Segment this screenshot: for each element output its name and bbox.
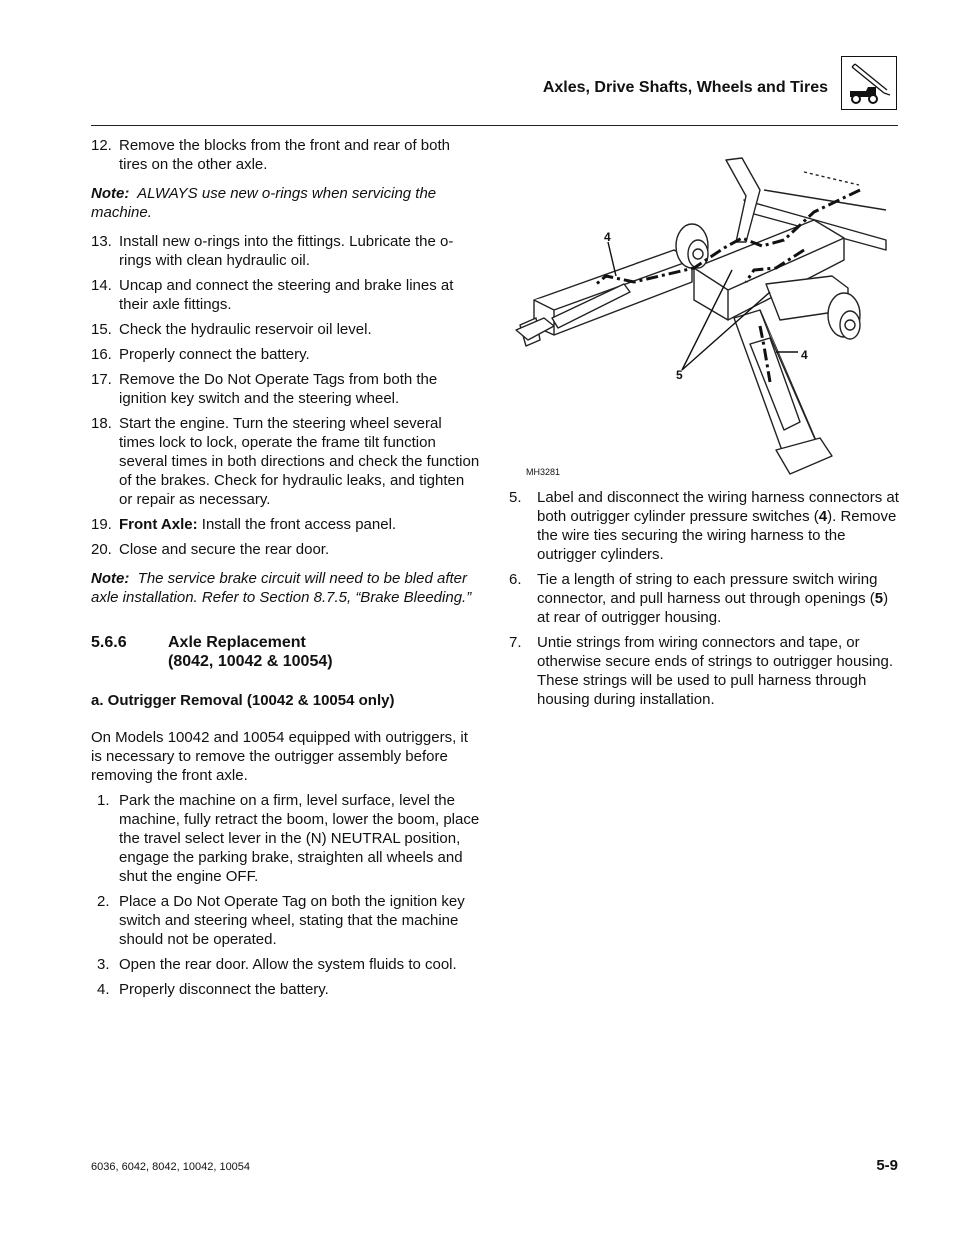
- step-19: [91, 515, 481, 534]
- step-text: Uncap and connect the steering and brake lines at their axle fittings.: [119, 277, 454, 313]
- section-heading: [91, 633, 481, 671]
- subsection-heading: a. Outrigger Removal (10042 & 10054 only): [91, 692, 395, 709]
- step-text: Remove the Do Not Operate Tags from both the ignition key switch and the steering wheel.: [119, 371, 438, 407]
- figure-id: MH3281: [526, 467, 561, 477]
- step-text: Label and disconnect the wiring harness connectors at both outrigger cylinder pressure switches (: [537, 489, 899, 525]
- illustration-drawing: [514, 150, 898, 482]
- step-text: Start the engine. Turn the steering wheel several times lock to lock, operate the frame tilt function several times in both directions and check the function of the brakes. Check for hydraulic leaks, and tighten or repair as necessary.: [119, 415, 480, 508]
- note-text: The service brake circuit will need to be bled after axle installation. Refer to Section 8.7.5, “Brake Bleeding.”: [91, 570, 472, 606]
- left-column: [91, 136, 481, 1005]
- step-text: Properly disconnect the battery.: [119, 981, 329, 998]
- step-number: 14.: [91, 277, 112, 294]
- note-brake-bleeding: [91, 569, 481, 607]
- footer-models: 6036, 6042, 8042, 10042, 10054: [91, 1161, 251, 1173]
- step-text: Remove the blocks from the front and rear of both tires on the other axle.: [119, 137, 451, 173]
- step-text: Close and secure the rear door.: [119, 541, 330, 558]
- step-number: 20.: [91, 541, 112, 558]
- step-number: 15.: [91, 321, 112, 338]
- step-text: Tie a length of string to each pressure switch wiring connector, and pull harness out through openings (: [537, 571, 878, 607]
- step-number: 5.: [509, 489, 522, 506]
- step-bold-text: Front Axle:: [119, 516, 198, 533]
- outrigger-axle-illustration: [514, 150, 898, 482]
- step-text: Place a Do Not Operate Tag on both the ignition key switch and steering wheel, stating that the machine should not be operated.: [119, 893, 465, 948]
- section-number: 5.6.6: [91, 634, 127, 651]
- step-text: Park the machine on a firm, level surface, level the machine, fully retract the boom, lower the boom, place the travel select lever in the (N) NEUTRAL position, engage the parking brake, straighten all wheels and shut the engine OFF.: [119, 792, 480, 885]
- step-text: ) at rear of outrigger housing.: [537, 590, 889, 626]
- step-text: Untie strings from wiring connectors and tape, or otherwise secure ends of strings to outrigger housing. These strings will be used to pull harness through housing during installation.: [537, 634, 894, 708]
- step-20: [91, 540, 481, 559]
- step-text: Properly connect the battery.: [119, 346, 310, 363]
- step-number: 17.: [91, 371, 112, 388]
- step-text: Open the rear door. Allow the system fluids to cool.: [119, 956, 457, 973]
- step-text: ). Remove the wire ties securing the wiring harness to the outrigger cylinders.: [537, 508, 897, 563]
- step-18: [91, 414, 481, 509]
- step-6: [509, 570, 899, 627]
- step-number: 2.: [97, 893, 110, 910]
- step-number: 3.: [97, 956, 110, 973]
- step-4: [91, 980, 481, 999]
- step-number: 13.: [91, 233, 112, 250]
- step-number: 4.: [97, 981, 110, 998]
- step-number: 7.: [509, 634, 522, 651]
- step-number: 16.: [91, 346, 112, 363]
- page-header-title: Axles, Drive Shafts, Wheels and Tires: [542, 79, 828, 96]
- step-2: [91, 892, 481, 949]
- step-number: 19.: [91, 516, 112, 533]
- note-orings: [91, 184, 481, 222]
- step-16: [91, 345, 481, 364]
- step-17: [91, 370, 481, 408]
- header-rule: [91, 125, 898, 126]
- note-label: Note:: [91, 570, 130, 587]
- note-text: ALWAYS use new o-rings when servicing the machine.: [91, 185, 437, 221]
- intro-paragraph: On Models 10042 and 10054 equipped with outriggers, it is necessary to remove the outrigger assembly before removing the front axle.: [91, 729, 468, 784]
- step-text: Check the hydraulic reservoir oil level.: [119, 321, 372, 338]
- step-14: [91, 276, 481, 314]
- callout-4-top: 4: [604, 230, 611, 244]
- step-callout: 4: [818, 508, 828, 525]
- step-3: [91, 955, 481, 974]
- page-number: 5-9: [876, 1157, 898, 1174]
- callout-4-right: 4: [801, 348, 808, 362]
- step-number: 12.: [91, 137, 112, 154]
- step-text: Install the front access panel.: [197, 516, 397, 533]
- step-callout: 5: [874, 590, 884, 607]
- note-label: Note:: [91, 185, 130, 202]
- step-number: 6.: [509, 571, 522, 588]
- right-column: [509, 488, 899, 715]
- step-13: [91, 232, 481, 270]
- step-number: 1.: [97, 792, 110, 809]
- step-12: [91, 136, 481, 174]
- section-title-line2: (8042, 10042 & 10054): [168, 653, 333, 670]
- callout-5: 5: [676, 368, 683, 382]
- section-title-line1: Axle Replacement: [168, 634, 306, 651]
- step-number: 18.: [91, 415, 112, 432]
- telehandler-icon: [841, 56, 897, 110]
- step-text: Install new o-rings into the fittings. Lubricate the o-rings with clean hydraulic oil.: [119, 233, 454, 269]
- step-7: [509, 633, 899, 709]
- step-5: [509, 488, 899, 564]
- step-1: [91, 791, 481, 886]
- step-15: [91, 320, 481, 339]
